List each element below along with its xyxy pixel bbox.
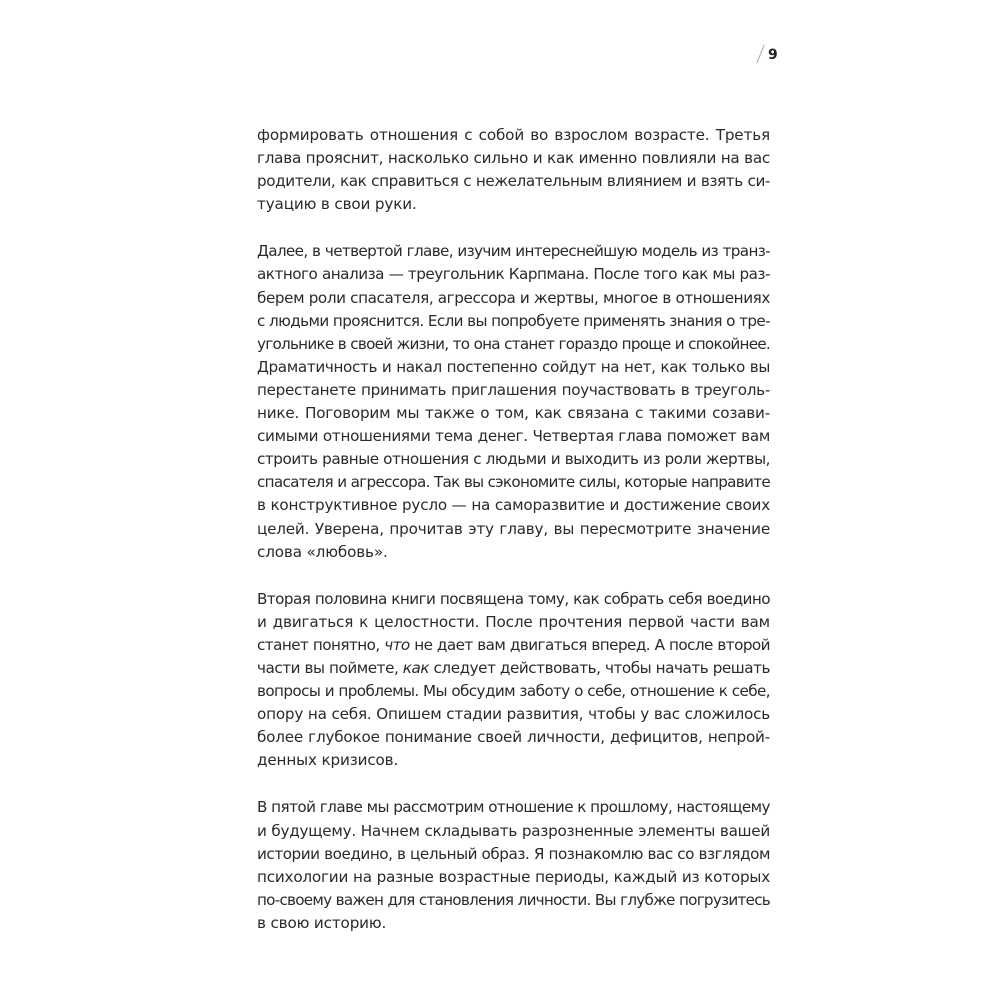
paragraph — [257, 588, 770, 773]
emphasis-text: что — [384, 635, 410, 654]
text-line: Далее, в четвертой главе, изучим интереснейшую модель из транз- — [257, 242, 770, 261]
text-line: с людьми прояснится. Если вы попробуете применять знания о тре- — [257, 311, 770, 330]
text-line: психологии на разные возрастные периоды, каждый из которых — [257, 867, 770, 886]
text-line: по-своему важен для становления личности. Вы глубже погрузитесь — [257, 890, 770, 909]
text-line: симыми отношениями тема денег. Четвертая глава поможет вам — [257, 427, 770, 446]
text-line: Вторая половина книги посвящена тому, как собрать себя воедино — [257, 589, 770, 608]
text-line: в конструктивное русло — на саморазвитие и достижение своих — [257, 496, 770, 515]
text-line — [257, 634, 770, 657]
text-line: и двигаться к целостности. После прочтения первой части вам — [257, 612, 770, 631]
text-segment: не дает вам двигаться вперед. А после второй — [409, 635, 770, 654]
text-line: формировать отношения с собой во взрослом возрасте. Третья — [257, 126, 770, 144]
text-line: В пятой главе мы рассмотрим отношение к прошлому, настоящему — [257, 798, 770, 817]
page-number: 9 — [768, 47, 778, 63]
paragraph — [257, 124, 770, 216]
text-line: слова «любовь». — [257, 542, 388, 561]
text-line — [257, 657, 770, 680]
text-line: целей. Уверена, прочитав эту главу, вы пересмотрите значение — [257, 519, 770, 538]
text-line: актного анализа — треугольник Карпмана. После того как мы раз- — [257, 265, 770, 284]
page-number-divider — [756, 45, 764, 64]
page-number-block — [760, 44, 778, 64]
text-line: угольнике в своей жизни, то она станет гораздо проще и спокойнее. — [257, 334, 770, 353]
text-line: и будущему. Начнем складывать разрозненные элементы вашей — [257, 821, 770, 840]
text-line: истории воедино, в цельный образ. Я познакомлю вас со взглядом — [257, 844, 770, 863]
paragraph — [257, 240, 770, 563]
text-line: нике. Поговорим мы также о том, как связана с такими созави- — [257, 404, 770, 423]
text-segment: следует действовать, чтобы начать решать — [429, 658, 770, 677]
text-line: берем роли спасателя, агрессора и жертвы, многое в отношениях — [257, 288, 770, 307]
paragraph — [257, 796, 770, 935]
text-line: перестанете принимать приглашения поучаствовать в треуголь- — [257, 380, 770, 399]
text-line: родители, как справиться с нежелательным влиянием и взять си- — [257, 172, 770, 191]
body-text — [257, 124, 770, 959]
text-line: денных кризисов. — [257, 751, 399, 770]
text-line: более глубокое понимание своей личности, дефицитов, непрой- — [257, 728, 770, 747]
text-line: строить равные отношения с людьми и выходить из роли жертвы, — [257, 450, 770, 469]
text-segment: станет понятно, — [257, 635, 385, 654]
text-line: туацию в свои руки. — [257, 195, 417, 214]
emphasis-text: как — [402, 658, 430, 677]
text-line: Драматичность и накал постепенно сойдут на нет, как только вы — [257, 357, 770, 376]
text-segment: части вы поймете, — [257, 658, 403, 677]
text-line: спасателя и агрессора. Так вы сэкономите силы, которые направите — [257, 473, 770, 492]
text-line: глава прояснит, насколько сильно и как именно повлияли на вас — [257, 149, 770, 168]
text-line: вопросы и проблемы. Мы обсудим заботу о себе, отношение к себе, — [257, 682, 770, 701]
text-line: опору на себя. Опишем стадии развития, чтобы у вас сложилось — [257, 705, 770, 724]
text-line: в свою историю. — [257, 913, 387, 932]
